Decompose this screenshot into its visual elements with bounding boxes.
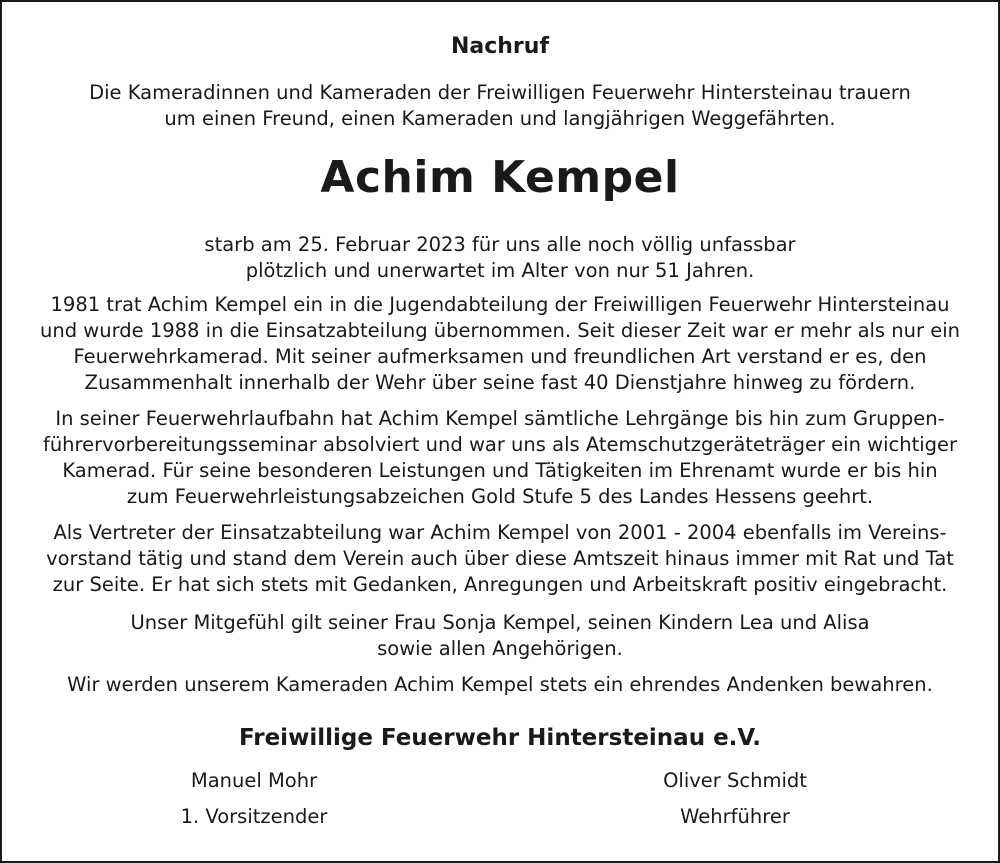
paragraph-3-line-1: Als Vertreter der Einsatzabteilung war Achim Kempel von 2001 - 2004 ebenfalls im Vereins- [53,521,947,544]
intro-line-1: Die Kameradinnen und Kameraden der Freiwilligen Feuerwehr Hintersteinau trauern [89,81,911,104]
deceased-name: Achim Kempel [320,152,680,203]
paragraph-2-line-1: In seiner Feuerwehrlaufbahn hat Achim Kempel sämtliche Lehrgänge bis hin zum Gruppen- [55,407,945,430]
notice-heading: Nachruf [450,34,550,59]
signatory-2-name: Oliver Schmidt [663,769,807,792]
paragraph-2-line-3: Kamerad. Für seine besonderen Leistungen und Tätigkeiten im Ehrenamt wurde er bis hin [62,459,938,482]
paragraph-1-line-3: Feuerwehrkamerad. Mit seiner aufmerksamen und freundlichen Art verstand er es, den [73,345,927,368]
paragraph-1-line-4: Zusammenhalt innerhalb der Wehr über seine fast 40 Dienstjahre hinweg zu fördern. [84,371,916,394]
paragraph-3-line-3: zur Seite. Er hat sich stets mit Gedanken, Anregungen und Arbeitskraft positiv eingebracht. [52,573,948,596]
signatory-2-role: Wehrführer [680,805,790,828]
paragraph-1-line-2: und wurde 1988 in die Einsatzabteilung übernommen. Seit dieser Zeit war er mehr als nur ein [39,319,960,342]
death-info-line-2: plötzlich und unerwartet im Alter von nur 51 Jahren. [245,259,755,282]
paragraph-2-line-2: führervorbereitungsseminar absolviert und war uns als Atemschutzgeräteträger ein wichtiger [42,433,958,456]
organization-name: Freiwillige Feuerwehr Hintersteinau e.V. [239,725,761,751]
paragraph-5-line-1: Wir werden unserem Kameraden Achim Kempel stets ein ehrendes Andenken bewahren. [67,673,933,696]
paragraph-3-line-2: vorstand tätig und stand dem Verein auch über diese Amtszeit hinaus immer mit Rat und Tat [46,547,954,570]
paragraph-4-line-2: sowie allen Angehörigen. [377,637,623,660]
death-info-line-1: starb am 25. Februar 2023 für uns alle noch völlig unfassbar [204,233,796,256]
paragraph-1-line-1: 1981 trat Achim Kempel ein in die Jugendabteilung der Freiwilligen Feuerwehr Hintersteinau [50,293,950,316]
paragraph-2-line-4: zum Feuerwehrleistungsabzeichen Gold Stufe 5 des Landes Hessens geehrt. [126,485,874,508]
paragraph-4-line-1: Unser Mitgefühl gilt seiner Frau Sonja Kempel, seinen Kindern Lea und Alisa [130,611,870,634]
signatory-1-name: Manuel Mohr [190,769,318,792]
signatory-1-role: 1. Vorsitzender [180,805,328,828]
intro-line-2: um einen Freund, einen Kameraden und langjährigen Weggefährten. [164,107,836,130]
